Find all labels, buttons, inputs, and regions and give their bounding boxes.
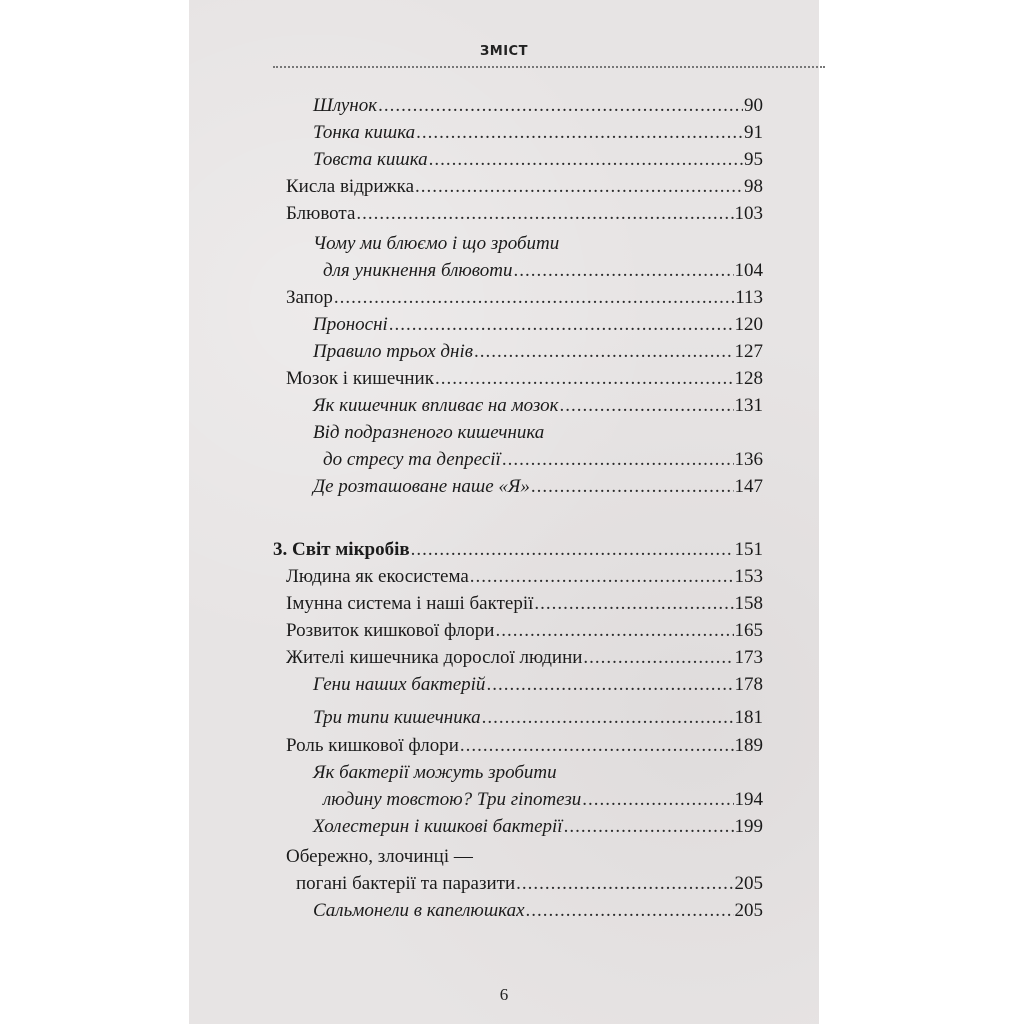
toc-entry-page: 131 — [734, 395, 763, 416]
toc-entry[interactable] — [323, 786, 763, 813]
dot-leader — [582, 786, 733, 813]
toc-entry-page: 136 — [734, 449, 763, 470]
toc-entry[interactable] — [313, 146, 763, 173]
header-divider — [273, 66, 825, 68]
toc-entry-page: 103 — [734, 203, 763, 224]
toc-entry-title-line1: Обережно, злочинці — — [286, 846, 473, 867]
dot-leader — [514, 257, 734, 284]
dot-leader — [378, 92, 743, 119]
dot-leader — [531, 473, 734, 500]
toc-entry-page: 90 — [744, 95, 763, 116]
dot-leader — [486, 671, 733, 698]
dot-leader — [474, 338, 734, 365]
toc-entry-title: Правило трьох днів — [313, 341, 473, 362]
toc-entry-page: 120 — [734, 314, 763, 335]
dot-leader — [411, 536, 734, 563]
dot-leader — [356, 200, 733, 227]
dot-leader — [495, 617, 733, 644]
toc-entry-title: погані бактерії та паразити — [296, 873, 516, 894]
toc-entry[interactable] — [313, 338, 763, 365]
toc-entry[interactable] — [323, 446, 763, 473]
dot-leader — [482, 704, 734, 731]
toc-entry-title-line1: Від подразненого кишечника — [313, 422, 545, 443]
toc-entry-page: 194 — [734, 789, 763, 810]
toc-entry-title: Тонка кишка — [313, 122, 416, 143]
toc-entry-page: 147 — [734, 476, 763, 497]
toc-entry-page: 189 — [734, 735, 763, 756]
toc-entry-page: 205 — [734, 900, 763, 921]
toc-entry-title: Мозок і кишечник — [286, 368, 434, 389]
running-title: ЗМІСТ — [480, 44, 528, 59]
toc-entry-page: 153 — [734, 566, 763, 587]
toc-entry[interactable] — [286, 284, 763, 311]
toc-entry-page: 127 — [734, 341, 763, 362]
dot-leader — [559, 392, 733, 419]
toc-entry-page: 104 — [734, 260, 763, 281]
toc-entry[interactable] — [313, 311, 763, 338]
dot-leader — [516, 870, 733, 897]
toc-entry[interactable] — [313, 671, 763, 698]
toc-entry-title: Товста кишка — [313, 149, 428, 170]
toc-entry-title: Людина як екосистема — [286, 566, 469, 587]
toc-entry-title-line1: Як бактерії можуть зробити — [313, 762, 557, 783]
toc-entry[interactable] — [313, 897, 763, 924]
toc-entry-title: Холестерин і кишкові бактерії — [313, 816, 563, 837]
dot-leader — [470, 563, 734, 590]
toc-entry[interactable] — [323, 257, 763, 284]
toc-entry[interactable] — [286, 644, 763, 671]
dot-leader — [564, 813, 734, 840]
toc-entry-title: Імунна система і наші бактерії — [286, 593, 534, 614]
toc-entry-page: 178 — [734, 674, 763, 695]
toc-entry-title: людину товстою? Три гіпотези — [323, 789, 582, 810]
toc-entry-page: 158 — [734, 593, 763, 614]
toc-entry-title: Кисла відрижка — [286, 176, 415, 197]
toc-entry[interactable] — [286, 563, 763, 590]
dot-leader — [460, 732, 734, 759]
dot-leader — [389, 311, 734, 338]
toc-entry-title: Роль кишкової флори — [286, 735, 459, 756]
toc-entry[interactable] — [286, 200, 763, 227]
toc-entry-page: 199 — [734, 816, 763, 837]
toc-entry-title: Запор — [286, 287, 333, 308]
toc-entry-title: Три типи кишечника — [313, 707, 481, 728]
toc-entry-title: Шлунок — [313, 95, 378, 116]
page-number: 6 — [499, 985, 509, 1004]
toc-entry-title: Сальмонели в капелюшках — [313, 900, 525, 921]
toc-entry-page: 128 — [734, 368, 763, 389]
dot-leader — [334, 284, 734, 311]
toc-entry[interactable] — [286, 617, 763, 644]
toc-entry-title: Гени наших бактерій — [313, 674, 486, 695]
toc-entry[interactable] — [313, 473, 763, 500]
toc-entry-title: Де розташоване наше «Я» — [313, 476, 530, 497]
toc-entry[interactable] — [296, 870, 763, 897]
toc-entry-title: для уникнення блювоти — [323, 260, 513, 281]
toc-entry-title: 3. Світ мікробів — [273, 539, 410, 560]
toc-entry-title: Жителі кишечника дорослої людини — [286, 647, 583, 668]
toc-entry-page: 205 — [734, 873, 763, 894]
toc-entry[interactable] — [313, 119, 763, 146]
dot-leader — [534, 590, 733, 617]
toc-entry-title: Блювота — [286, 203, 356, 224]
toc-entry-page: 98 — [744, 176, 763, 197]
toc-entry[interactable] — [286, 365, 763, 392]
dot-leader — [435, 365, 734, 392]
toc-entry-title: до стресу та депресії — [323, 449, 501, 470]
toc-entry-page: 151 — [734, 539, 763, 560]
dot-leader — [429, 146, 743, 173]
toc-entry[interactable] — [286, 732, 763, 759]
toc-entry-title-line1: Чому ми блюємо і що зробити — [313, 233, 560, 254]
toc-entry-page: 173 — [734, 647, 763, 668]
toc-entry-page: 113 — [735, 287, 763, 308]
toc-entry[interactable] — [313, 704, 763, 731]
toc-entry[interactable] — [286, 590, 763, 617]
dot-leader — [583, 644, 733, 671]
toc-entry-title: Проносні — [313, 314, 388, 335]
toc-entry-page: 95 — [744, 149, 763, 170]
toc-entry-page: 181 — [734, 707, 763, 728]
toc-entry[interactable] — [313, 392, 763, 419]
dot-leader — [526, 897, 734, 924]
toc-entry-title: Як кишечник впливає на мозок — [313, 395, 559, 416]
toc-entry[interactable] — [313, 92, 763, 119]
toc-entry[interactable] — [313, 813, 763, 840]
toc-entry-title: Розвиток кишкової флори — [286, 620, 495, 641]
toc-chapter-entry[interactable] — [273, 536, 763, 563]
toc-entry[interactable] — [286, 173, 763, 200]
dot-leader — [416, 119, 743, 146]
dot-leader — [502, 446, 734, 473]
toc-entry-page: 165 — [734, 620, 763, 641]
dot-leader — [415, 173, 743, 200]
book-page — [189, 0, 819, 1024]
toc-entry-page: 91 — [744, 122, 763, 143]
